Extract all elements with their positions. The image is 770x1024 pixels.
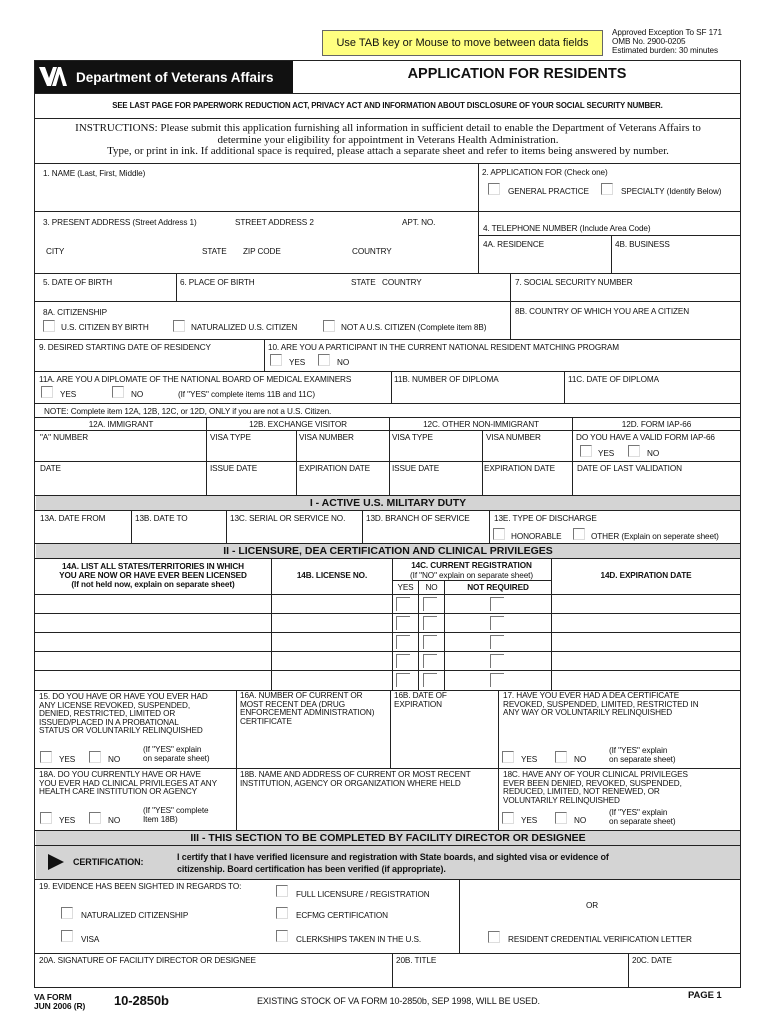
license-row-no-checkbox[interactable] (423, 597, 437, 611)
item-17-no-label: NO (574, 755, 587, 764)
us-citizen-by-birth-checkbox[interactable] (43, 320, 55, 332)
item-12d-label: 12D. FORM IAP-66 (621, 420, 692, 429)
name-input[interactable] (36, 179, 476, 210)
item-17-line-3: ANY WAY OR VOLUNTARILY RELINQUISHED (503, 708, 673, 718)
item-16a-line-4: CERTIFICATE (240, 716, 292, 726)
section-3-header: III - THIS SECTION TO BE COMPLETED BY FACILITY DIRECTOR OR DESIGNEE (36, 831, 740, 845)
honorable-label: HONORABLE (511, 532, 562, 541)
visa-checkbox[interactable] (61, 930, 73, 942)
item-15-no-label: NO (108, 755, 121, 764)
12b-visa-type-label: VISA TYPE (210, 433, 251, 442)
item-18a-yes-label: YES (59, 816, 76, 825)
item-18a-line-1: 18A. DO YOU CURRENTLY HAVE OR HAVE (39, 770, 201, 779)
general-practice-label: GENERAL PRACTICE (508, 187, 589, 196)
item-18a-note-line-1: (If "YES" complete (143, 806, 209, 815)
note-12: NOTE: Complete item 12A, 12B, 12C, or 12D, ONLY if you are not a U.S. Citizen. (44, 407, 332, 416)
item-11a-label: 11A. ARE YOU A DIPLOMATE OF THE NATIONAL BOARD OF MEDICAL EXAMINERS (39, 375, 352, 384)
item-13c-label: 13C. SERIAL OR SERVICE NO. (230, 514, 346, 523)
item-12b-label: 12B. EXCHANGE VISITOR (249, 420, 347, 429)
item-16a-line-2: MOST RECENT DEA (DRUG (240, 699, 345, 709)
item-16b-label (394, 692, 447, 709)
specialty-checkbox[interactable] (601, 183, 613, 195)
license-row[interactable] (36, 595, 270, 612)
item-14c-note: (If "NO" explain on separate sheet) (410, 571, 533, 580)
diplomate-no-checkbox[interactable] (112, 386, 124, 398)
12b-expiration-date-label: EXPIRATION DATE (299, 464, 370, 473)
form-edition: JUN 2006 (R) (34, 1001, 86, 1011)
zip-code-label: ZIP CODE (243, 247, 281, 256)
naturalized-citizenship-label: NATURALIZED CITIZENSHIP (81, 911, 189, 920)
form-number: 10-2850b (114, 993, 169, 1008)
item-17-label (503, 692, 699, 718)
nrmp-yes-label: YES (289, 358, 306, 367)
state-label: STATE (202, 247, 227, 256)
license-row-yes-checkbox[interactable] (396, 616, 410, 630)
license-row-yes-checkbox[interactable] (396, 597, 410, 611)
license-row-yes-checkbox[interactable] (396, 673, 410, 687)
14c-no-header: NO (425, 583, 438, 592)
item-2-label: 2. APPLICATION FOR (Check one) (482, 168, 608, 177)
clerkships-label: CLERKSHIPS TAKEN IN THE U.S. (296, 935, 422, 944)
license-row-no-checkbox[interactable] (423, 616, 437, 630)
specialty-label: SPECIALTY (Identify Below) (621, 187, 722, 196)
diplomate-yes-checkbox[interactable] (41, 386, 53, 398)
existing-stock-note: EXISTING STOCK OF VA FORM 10-2850b, SEP 1998, WILL BE USED. (257, 996, 540, 1006)
agency-name: Department of Veterans Affairs (76, 70, 274, 85)
item-16a-label (240, 692, 374, 726)
instructions-line-2: determine your eligibility for appointment in Veterans Health Administration. (217, 133, 559, 146)
12a-date-label: DATE (40, 464, 61, 473)
12c-issue-date-label: ISSUE DATE (392, 464, 440, 473)
item-16a-line-1: 16A. NUMBER OF CURRENT OR (240, 691, 363, 700)
item-14a-label (36, 562, 270, 589)
section-1-header: I - ACTIVE U.S. MILITARY DUTY (36, 496, 740, 510)
item-18c-no-checkbox[interactable] (555, 812, 567, 824)
item-15-explain-line-2: on separate sheet) (143, 754, 210, 763)
12c-visa-number-label: VISA NUMBER (486, 433, 541, 442)
item-15-explain (143, 745, 209, 763)
ecfmg-label: ECFMG CERTIFICATION (296, 911, 388, 920)
street-address-2-label: STREET ADDRESS 2 (235, 218, 314, 227)
license-row-not-required-checkbox[interactable] (490, 673, 504, 687)
nrmp-no-label: NO (337, 358, 350, 367)
arrow-right-icon (48, 854, 64, 870)
va-form-label: VA FORM (34, 992, 72, 1002)
item-17-explain (609, 746, 675, 764)
city-label: CITY (46, 247, 65, 256)
honorable-checkbox[interactable] (493, 528, 505, 540)
item-18c-line-1: 18C. HAVE ANY OF YOUR CLINICAL PRIVILEGES (503, 770, 688, 779)
item-15-label (39, 693, 208, 736)
other-discharge-checkbox[interactable] (573, 528, 585, 540)
item-14d-label: 14D. EXPIRATION DATE (600, 571, 692, 580)
other-discharge-label: OTHER (Explain on seperate sheet) (591, 532, 719, 541)
item-1-label: 1. NAME (Last, First, Middle) (43, 169, 146, 178)
tab-notice: Use TAB key or Mouse to move between data fields (322, 30, 603, 56)
item-18c-explain (609, 808, 675, 826)
instructions-line-3: Type, or print in ink. If additional space is required, please attach a separate sheet and refer to items being answered by number. (107, 145, 669, 157)
general-practice-checkbox[interactable] (488, 183, 500, 195)
visa-label: VISA (81, 935, 100, 944)
item-14a-line-2: YOU ARE NOW OR HAVE EVER BEEN LICENSED (59, 571, 247, 580)
item-18a-line-3: HEALTH CARE INSTITUTION OR AGENCY (39, 787, 198, 797)
item-17-line-1: 17. HAVE YOU EVER HAD A DEA CERTIFICATE (503, 691, 680, 700)
item-8a-label: 8A. CITIZENSHIP (43, 308, 108, 317)
item-11b-label: 11B. NUMBER OF DIPLOMA (394, 375, 499, 384)
item-18b-line-1: 18B. NAME AND ADDRESS OF CURRENT OR MOST RECENT (240, 770, 471, 779)
item-5-label: 5. DATE OF BIRTH (43, 278, 113, 287)
diplomate-no-label: NO (131, 390, 144, 399)
12c-visa-type-label: VISA TYPE (392, 433, 433, 442)
item-13d-label: 13D. BRANCH OF SERVICE (366, 514, 470, 523)
license-row[interactable] (36, 652, 270, 669)
last-validation-label: DATE OF LAST VALIDATION (577, 464, 682, 473)
a-number-label: "A" NUMBER (40, 433, 89, 442)
privacy-notice: SEE LAST PAGE FOR PAPERWORK REDUCTION ACT, PRIVACY ACT AND INFORMATION ABOUT DISCLOSURE OF YOUR SOCIAL SECURITY NUMBER. (112, 101, 663, 110)
12c-expiration-date-label: EXPIRATION DATE (484, 464, 555, 473)
license-row-no-checkbox[interactable] (423, 673, 437, 687)
item-18a-label (39, 771, 217, 797)
item-4a-label: 4A. RESIDENCE (483, 240, 545, 249)
item-18c-label (503, 771, 688, 805)
iap-question-label: DO YOU HAVE A VALID FORM IAP-66 (576, 433, 715, 442)
item-17-yes-label: YES (521, 755, 538, 764)
apt-no-label: APT. NO. (402, 218, 436, 227)
14c-not-required-header: NOT REQUIRED (467, 583, 529, 592)
item-18c-explain-line-2: on separate sheet) (609, 817, 676, 826)
item-16b-line-2: EXPIRATION (394, 699, 442, 709)
item-18c-line-4: VOLUNTARILY RELINQUISHED (503, 795, 620, 805)
license-row-no-checkbox[interactable] (423, 654, 437, 668)
item-20b-label: 20B. TITLE (396, 956, 437, 965)
iap-yes-label: YES (598, 449, 615, 458)
certification-line-2: citizenship. Board certification has been verified (if appropriate). (177, 864, 446, 874)
item-15-explain-line-1: (If "YES" explain (143, 745, 202, 754)
diplomate-note: (If "YES" complete items 11B and 11C) (178, 390, 315, 399)
item-16b-line-1: 16B. DATE OF (394, 691, 447, 700)
item-18c-yes-checkbox[interactable] (502, 812, 514, 824)
item-18a-no-label: NO (108, 816, 121, 825)
item-4b-label: 4B. BUSINESS (615, 240, 670, 249)
license-row-no-checkbox[interactable] (423, 635, 437, 649)
license-row-not-required-checkbox[interactable] (490, 616, 504, 630)
item-17-explain-line-2: on separate sheet) (609, 755, 676, 764)
instructions-line-1: INSTRUCTIONS: Please submit this application furnishing all information in sufficient detail to enable the Department of Veterans Affairs to (75, 122, 701, 134)
naturalized-citizen-label: NATURALIZED U.S. CITIZEN (191, 323, 298, 332)
diplomate-yes-label: YES (60, 390, 77, 399)
naturalized-citizen-checkbox[interactable] (173, 320, 185, 332)
item-12c-label: 12C. OTHER NON-IMMIGRANT (423, 420, 539, 429)
item-17-line-2: REVOKED, SUSPENDED, LIMITED, RESTRICTED IN (503, 699, 699, 709)
12b-visa-number-label: VISA NUMBER (299, 433, 354, 442)
item-9-label: 9. DESIRED STARTING DATE OF RESIDENCY (39, 343, 211, 352)
item-15-line-2: ANY LICENSE REVOKED, SUSPENDED, (39, 700, 190, 710)
birth-country-label: COUNTRY (382, 278, 422, 287)
item-6-label: 6. PLACE OF BIRTH (180, 278, 255, 287)
item-15-no-checkbox[interactable] (89, 751, 101, 763)
item-18c-line-2: EVER BEEN DENIED, REVOKED, SUSPENDED, (503, 778, 682, 788)
14c-yes-header: YES (397, 583, 414, 592)
item-14a-line-1: 14A. LIST ALL STATES/TERRITORIES IN WHICH (62, 562, 244, 571)
item-17-yes-checkbox[interactable] (502, 751, 514, 763)
license-row-not-required-checkbox[interactable] (490, 597, 504, 611)
approval-line-3: Estimated burden: 30 minutes (612, 46, 718, 55)
item-18a-note-line-2: Item 18B) (143, 815, 178, 824)
naturalized-citizenship-checkbox[interactable] (61, 907, 73, 919)
item-15-line-4: ISSUED/PLACED IN A PROBATIONAL (39, 717, 179, 727)
form-title: APPLICATION FOR RESIDENTS (407, 66, 627, 82)
not-us-citizen-checkbox[interactable] (323, 320, 335, 332)
item-17-no-checkbox[interactable] (555, 751, 567, 763)
item-3-label: 3. PRESENT ADDRESS (Street Address 1) (43, 218, 197, 227)
license-row-yes-checkbox[interactable] (396, 654, 410, 668)
license-row[interactable] (36, 633, 270, 650)
item-18c-line-3: REDUCED, LIMITED, NOT RENEWED, OR (503, 787, 660, 797)
item-12a-label: 12A. IMMIGRANT (88, 420, 154, 429)
item-18b-label (240, 771, 471, 788)
clerkships-checkbox[interactable] (276, 930, 288, 942)
item-18c-yes-label: YES (521, 816, 538, 825)
not-us-citizen-label: NOT A U.S. CITIZEN (Complete item 8B) (341, 323, 487, 332)
item-13e-label: 13E. TYPE OF DISCHARGE (494, 514, 597, 523)
certification-label: CERTIFICATION: (73, 857, 144, 867)
country-label: COUNTRY (352, 247, 392, 256)
birth-state-label: STATE (351, 278, 376, 287)
12b-issue-date-label: ISSUE DATE (210, 464, 258, 473)
item-4-label: 4. TELEPHONE NUMBER (Include Area Code) (483, 224, 651, 233)
nrmp-no-checkbox[interactable] (318, 354, 330, 366)
iap-no-label: NO (647, 449, 660, 458)
item-7-label: 7. SOCIAL SECURITY NUMBER (515, 278, 633, 287)
resident-letter-checkbox[interactable] (488, 931, 500, 943)
item-13b-label: 13B. DATE TO (135, 514, 188, 523)
certification-text (177, 851, 609, 875)
item-14a-line-3: (If not held now, explain on separate sheet) (71, 580, 235, 589)
item-18a-note (143, 806, 208, 824)
item-15-line-5: STATUS OR VOLUNTARILY RELINQUISHED (39, 726, 203, 736)
item-19-label: 19. EVIDENCE HAS BEEN SIGHTED IN REGARDS TO: (39, 882, 242, 891)
iap-no-checkbox[interactable] (628, 445, 640, 457)
item-16a-line-3: ENFORCEMENT ADMINISTRATION) (240, 708, 375, 718)
item-18a-line-2: YOU EVER HAD CLINICAL PRIVILEGES AT ANY (39, 778, 217, 788)
item-8b-label: 8B. COUNTRY OF WHICH YOU ARE A CITIZEN (515, 307, 690, 316)
item-20c-label: 20C. DATE (632, 956, 672, 965)
instructions (36, 123, 740, 158)
va-logo-icon (38, 64, 68, 90)
page-number: PAGE 1 (688, 990, 722, 1001)
iap-yes-checkbox[interactable] (580, 445, 592, 457)
approval-line-1: Approved Exception To SF 171 (612, 28, 722, 37)
item-15-yes-checkbox[interactable] (40, 751, 52, 763)
license-row[interactable] (36, 671, 270, 688)
item-18a-yes-checkbox[interactable] (40, 812, 52, 824)
license-row-not-required-checkbox[interactable] (490, 654, 504, 668)
item-18c-no-label: NO (574, 816, 587, 825)
item-20a-label: 20A. SIGNATURE OF FACILITY DIRECTOR OR DESIGNEE (39, 956, 256, 965)
item-11c-label: 11C. DATE OF DIPLOMA (568, 375, 659, 384)
us-citizen-by-birth-label: U.S. CITIZEN BY BIRTH (61, 323, 149, 332)
resident-letter-label: RESIDENT CREDENTIAL VERIFICATION LETTER (508, 935, 692, 944)
item-18c-explain-line-1: (If "YES" explain (609, 808, 668, 817)
item-18b-line-2: INSTITUTION, AGENCY OR ORGANIZATION WHERE HELD (240, 778, 461, 788)
item-17-explain-line-1: (If "YES" explain (609, 746, 668, 755)
license-row-not-required-checkbox[interactable] (490, 635, 504, 649)
section-2-header: II - LICENSURE, DEA CERTIFICATION AND CLINICAL PRIVILEGES (36, 544, 740, 558)
item-14c-label: 14C. CURRENT REGISTRATION (411, 561, 532, 570)
item-14b-label: 14B. LICENSE NO. (296, 571, 368, 580)
license-row[interactable] (36, 614, 270, 631)
item-15-yes-label: YES (59, 755, 76, 764)
approval-line-2: OMB No. 2900-0205 (612, 37, 686, 46)
item-15-line-1: 15. DO YOU HAVE OR HAVE YOU EVER HAD (39, 692, 208, 701)
nrmp-yes-checkbox[interactable] (270, 354, 282, 366)
item-15-line-3: DENIED, RESTRICTED, LIMITED OR (39, 709, 176, 719)
license-row-yes-checkbox[interactable] (396, 635, 410, 649)
full-licensure-checkbox[interactable] (276, 885, 288, 897)
full-licensure-label: FULL LICENSURE / REGISTRATION (296, 890, 430, 899)
ecfmg-checkbox[interactable] (276, 907, 288, 919)
item-18a-no-checkbox[interactable] (89, 812, 101, 824)
item-13a-label: 13A. DATE FROM (40, 514, 106, 523)
or-label: OR (586, 901, 599, 910)
item-10-label: 10. ARE YOU A PARTICIPANT IN THE CURRENT NATIONAL RESIDENT MATCHING PROGRAM (268, 343, 619, 352)
certification-line-1: I certify that I have verified licensure and registration with State boards, and sighted visa or evidence of (177, 852, 609, 862)
